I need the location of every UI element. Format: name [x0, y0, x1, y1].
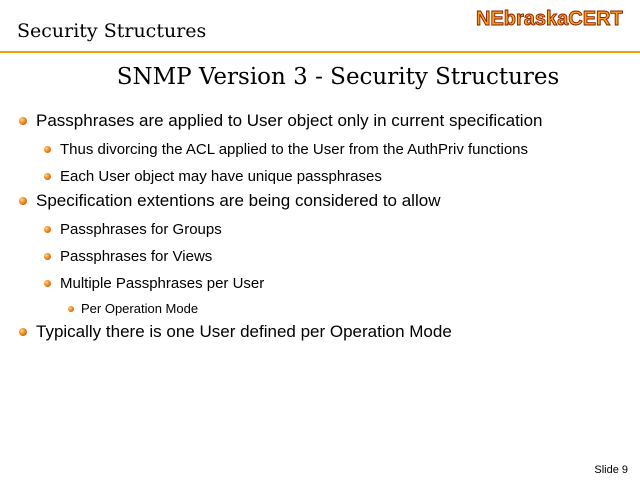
- bullet-item: [19, 111, 543, 131]
- svg-text:NEbraskaCERT: NEbraskaCERT: [476, 8, 623, 29]
- bullet-text: Passphrases for Views: [60, 248, 213, 265]
- bullet-item: [19, 322, 452, 342]
- bullet-text: Passphrases for Groups: [60, 221, 222, 238]
- bullet-item: [44, 168, 382, 185]
- bullet-text: Specification extentions are being considered to allow: [36, 191, 441, 210]
- slide-number: Slide 9: [594, 464, 628, 476]
- bullet-text: Thus divorcing the ACL applied to the User from the AuthPriv functions: [60, 141, 529, 158]
- bullet-icon: [44, 146, 51, 153]
- bullet-icon: [19, 117, 27, 125]
- bullet-item: [44, 221, 222, 238]
- bullet-text: Typically there is one User defined per Operation Mode: [36, 322, 452, 341]
- bullet-item: [19, 191, 440, 211]
- bullet-text: Per Operation Mode: [81, 301, 199, 316]
- bullet-icon: [44, 253, 51, 260]
- bullet-item: [44, 248, 212, 265]
- bullet-icon: [44, 173, 51, 180]
- bullet-item: [44, 141, 528, 158]
- bullet-icon: [19, 197, 27, 205]
- bullet-text: Multiple Passphrases per User: [60, 275, 265, 292]
- bullet-item: [68, 301, 198, 316]
- bullet-icon: [44, 226, 51, 233]
- bullet-item: [44, 275, 264, 292]
- slide-section-title: Security Structures: [17, 20, 207, 42]
- bullet-icon: [19, 328, 27, 336]
- bullet-icon: [44, 280, 51, 287]
- bullet-text: Each User object may have unique passphrases: [60, 168, 382, 185]
- bullet-text: Passphrases are applied to User object only in current specification: [36, 111, 543, 130]
- slide-heading: SNMP Version 3 - Security Structures: [116, 64, 560, 90]
- bullet-icon: [68, 306, 74, 312]
